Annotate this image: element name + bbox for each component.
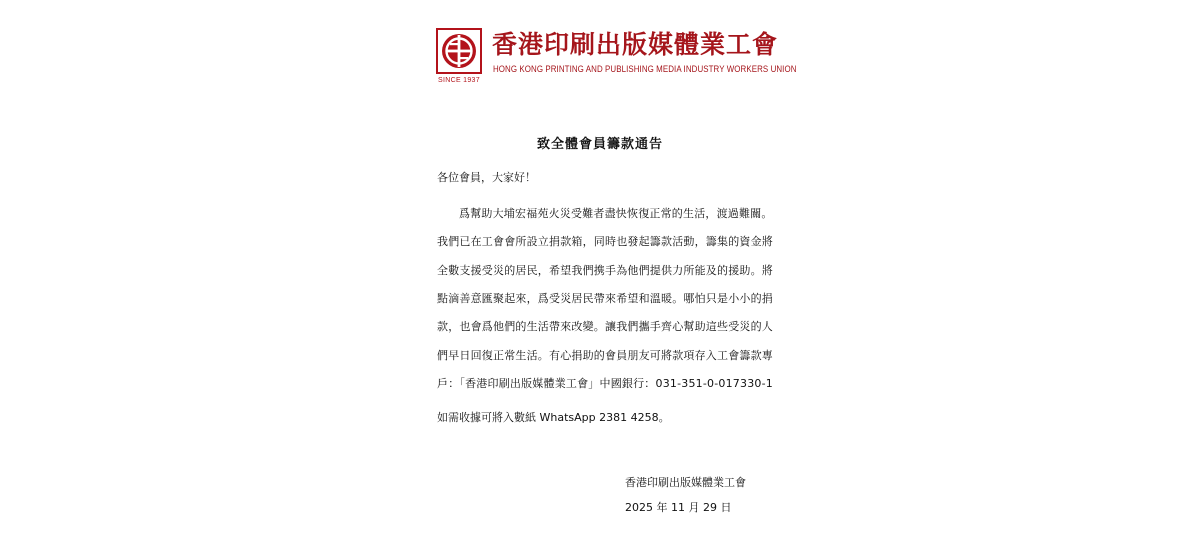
bank-account-line: 戶：「香港印刷出版媒體業工會」中國銀行：031-351-0-017330-1 [437, 377, 773, 390]
notice-date: 2025 年 11 月 29 日 [625, 501, 732, 514]
receipt-instruction: 如需收據可將入數紙 WhatsApp 2381 4258。 [437, 411, 670, 424]
org-name-chinese: 香港印刷出版媒體業工會 [492, 30, 779, 59]
notice-title: 致全體會員籌款通告 [536, 137, 663, 152]
paragraph-line: 全數支援受災的居民，希望我們携手為他們提供力所能及的援助。將 [437, 264, 773, 277]
paragraph-line: 們早日回復正常生活。有心捐助的會員朋友可將款項存入工會籌款專 [437, 349, 773, 362]
org-name-english: HONG KONG PRINTING AND PUBLISHING MEDIA INDUSTRY WORKERS UNION [493, 64, 797, 74]
since-year: SINCE 1937 [438, 77, 480, 84]
salutation: 各位會員，大家好！ [437, 171, 536, 184]
paragraph-line: 爲幫助大埔宏福苑火災受難者盡快恢復正常的生活，渡過難關。 [459, 207, 773, 220]
paragraph-line: 我們已在工會會所設立捐款箱，同時也發起籌款活動，籌集的資金將 [437, 235, 773, 248]
union-emblem-icon [436, 28, 482, 74]
paragraph-line: 款，也會爲他們的生活帶來改變。讓我們攜手齊心幫助這些受災的人 [437, 320, 773, 333]
header [436, 28, 797, 90]
paragraph-line: 點滴善意匯聚起來，爲受災居民帶來希望和溫暖。哪怕只是小小的捐 [437, 292, 773, 305]
signature: 香港印刷出版媒體業工會 [625, 476, 746, 489]
